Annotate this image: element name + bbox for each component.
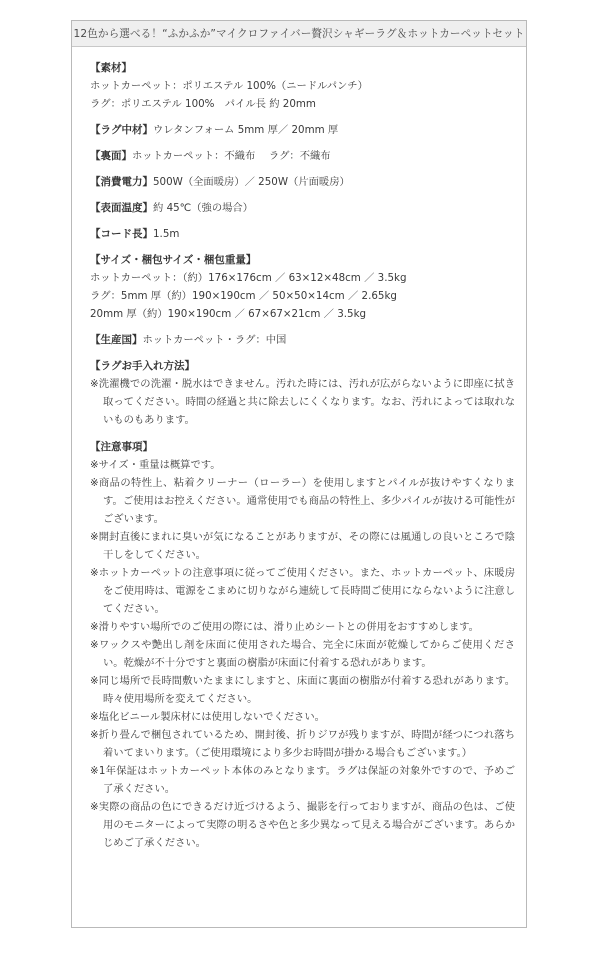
section-value: ホットカーペット：不織布 ラグ：不織布: [132, 150, 331, 162]
section-temperature: [90, 199, 515, 217]
section-core: [90, 121, 515, 139]
size-line: 20mm 厚（約）190×190cm ／ 67×67×21cm ／ 3.5kg: [90, 308, 367, 320]
section-heading: 【ラグ中材】: [90, 124, 153, 136]
care-text: ※洗濯機での洗濯・脱水はできません。汚れた時には、汚れが広がらないように即座に拭き取ってください。時間の経過と共に除去しにくくなります。なお、汚れによっては取れないものもあります。: [90, 378, 515, 426]
section-heading: 【消費電力】: [90, 176, 153, 188]
list-item: [90, 618, 515, 636]
list-item: [90, 708, 515, 726]
section-heading: 【ラグお手入れ方法】: [90, 360, 195, 372]
list-item: [90, 636, 515, 672]
section-heading: 【素材】: [90, 62, 132, 74]
list-item: [90, 456, 515, 474]
note-text: ※同じ場所で長時間敷いたままにしますと、床面に裏面の樹脂が付着する恐れがあります。時々使用場所を変えてください。: [90, 675, 515, 705]
list-item: [90, 375, 515, 429]
note-text: ※1年保証はホットカーペット本体のみとなります。ラグは保証の対象外ですので、予めご了承ください。: [90, 765, 515, 795]
spec-panel: [71, 20, 527, 928]
material-line: ラグ：ポリエステル 100% パイル長 約 20mm: [90, 98, 316, 110]
section-value: 約 45℃（強の場合）: [153, 202, 254, 214]
list-item: [90, 798, 515, 852]
section-care: [90, 357, 515, 429]
section-cord: [90, 225, 515, 243]
list-item: [90, 726, 515, 762]
section-heading: 【生産国】: [90, 334, 143, 346]
section-notes: [90, 438, 515, 852]
note-text: ※開封直後にまれに臭いが気になることがありますが、その際には風通しの良いところで陰干しをしてください。: [90, 531, 515, 561]
section-size: [90, 251, 515, 323]
note-text: ※商品の特性上、粘着クリーナー（ローラー）を使用しますとパイルが抜けやすくなります。ご使用はお控えください。通常使用でも商品の特性上、多少パイルが抜ける可能性がございます。: [90, 477, 515, 525]
note-text: ※ワックスや艶出し剤を床面に使用された場合、完全に床面が乾燥してからご使用ください。乾燥が不十分ですと裏面の樹脂が床面に付着する恐れがあります。: [90, 639, 515, 669]
list-item: [90, 474, 515, 528]
list-item: [90, 672, 515, 708]
section-value: 1.5m: [153, 228, 180, 240]
section-heading: 【サイズ・梱包サイズ・梱包重量】: [90, 254, 257, 266]
section-value: 500W（全面暖房）／ 250W（片面暖房）: [153, 176, 350, 188]
note-text: ※滑りやすい場所でのご使用の際には、滑り止めシートとの併用をおすすめします。: [90, 621, 479, 633]
section-heading: 【注意事項】: [90, 441, 153, 453]
section-material: [90, 59, 515, 113]
list-item: [90, 564, 515, 618]
spec-content: [90, 59, 515, 860]
section-heading: 【裏面】: [90, 150, 132, 162]
section-value: ウレタンフォーム 5mm 厚／ 20mm 厚: [153, 124, 339, 136]
note-text: ※サイズ・重量は概算です。: [90, 459, 221, 471]
note-text: ※塩化ビニール製床材には使用しないでください。: [90, 711, 325, 723]
list-item: [90, 528, 515, 564]
panel-title: 12色から選べる！“ふかふか”マイクロファイバー贅沢シャギーラグ＆ホットカーペットセット: [72, 21, 526, 47]
note-text: ※実際の商品の色にできるだけ近づけるよう、撮影を行っておりますが、商品の色は、ご使用のモニターによって実際の明るさや色と多少異なって見える場合がございます。あらかじめご了承ください。: [90, 801, 515, 849]
note-text: ※ホットカーペットの注意事項に従ってご使用ください。また、ホットカーペット、床暖房をご使用時は、電源をこまめに切りながら連続して長時間ご使用にならないように注意してください。: [90, 567, 515, 615]
size-line: ラグ：5mm 厚（約）190×190cm ／ 50×50×14cm ／ 2.65kg: [90, 290, 397, 302]
list-item: [90, 762, 515, 798]
section-origin: [90, 331, 515, 349]
section-power: [90, 173, 515, 191]
size-line: ホットカーペット：（約）176×176cm ／ 63×12×48cm ／ 3.5kg: [90, 272, 407, 284]
note-text: ※折り畳んで梱包されているため、開封後、折りジワが残りますが、時間が経つにつれ落ち着いてまいります。（ご使用環境により多少お時間が掛かる場合もございます。）: [90, 729, 515, 759]
section-back: [90, 147, 515, 165]
section-value: ホットカーペット・ラグ：中国: [142, 334, 287, 346]
material-line: ホットカーペット：ポリエステル 100%（ニードルパンチ）: [90, 80, 368, 92]
section-heading: 【コード長】: [90, 228, 153, 240]
section-heading: 【表面温度】: [90, 202, 153, 214]
